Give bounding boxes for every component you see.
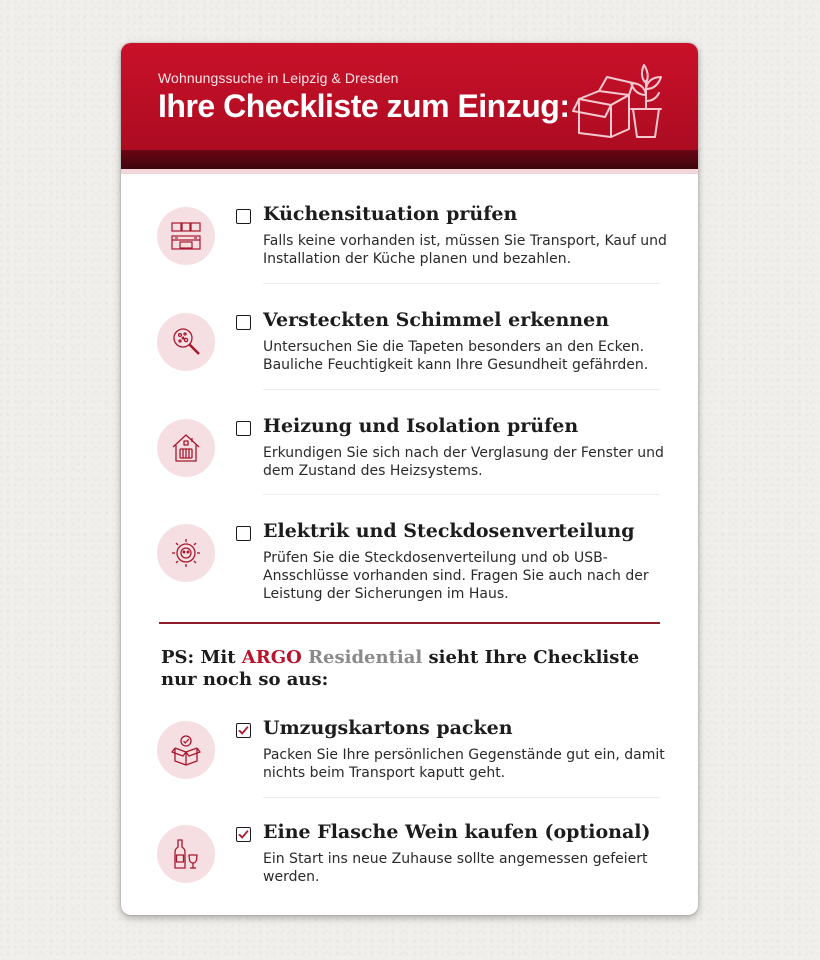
mold-magnifier-icon (157, 313, 215, 371)
item-title: Küchensituation prüfen (263, 203, 518, 225)
header-dark-band (121, 150, 698, 169)
kitchen-icon (157, 207, 215, 265)
item-description: Packen Sie Ihre persönlichen Gegenstände gut ein, damit nichts beim Transport kaputt geht. (263, 747, 665, 781)
checkbox-unchecked[interactable] (236, 209, 251, 224)
checkbox-unchecked[interactable] (236, 421, 251, 436)
checkbox-unchecked[interactable] (236, 526, 251, 541)
header-banner (121, 43, 698, 169)
item-description: Falls keine vorhanden ist, müssen Sie Transport, Kauf und Installation der Küche planen und bezahlen. (263, 233, 667, 267)
item-description: Prüfen Sie die Steckdosenverteilung und ob USB-Ansschlüsse vorhanden sind. Fragen Sie auch nach der Leistung der Sicherungen im Haus. (263, 550, 649, 602)
item-title: Heizung und Isolation prüfen (263, 415, 579, 437)
checkbox-checked[interactable] (236, 827, 251, 842)
ps-prefix: PS: Mit (161, 647, 242, 668)
item-title: Eine Flasche Wein kaufen (optional) (263, 821, 651, 843)
item-divider (263, 797, 660, 798)
ps-note (161, 647, 661, 691)
item-description: Untersuchen Sie die Tapeten besonders an den Ecken. Bauliche Feuchtigkeit kann Ihre Gesundheit gefährden. (263, 339, 649, 373)
brand-residential: Residential (308, 647, 423, 668)
header-accent-line (121, 169, 698, 174)
checkbox-checked[interactable] (236, 723, 251, 738)
checkbox-unchecked[interactable] (236, 315, 251, 330)
ps-suffix: sieht Ihre Checkliste nur noch so aus: (161, 647, 640, 690)
house-heating-icon (157, 419, 215, 477)
item-description: Erkundigen Sie sich nach der Verglasung der Fenster und dem Zustand des Heizsystems. (263, 445, 664, 479)
box-and-plant-icon (571, 61, 671, 143)
section-divider (159, 622, 660, 624)
item-title: Versteckten Schimmel erkennen (263, 309, 610, 331)
item-title: Elektrik und Steckdosenverteilung (263, 520, 635, 542)
header-title: Ihre Checkliste zum Einzug: (158, 88, 570, 124)
checklist-card (121, 43, 698, 915)
item-divider (263, 283, 660, 284)
wine-bottle-icon (157, 825, 215, 883)
moving-box-icon (157, 721, 215, 779)
brand-argo: ARGO (241, 647, 302, 668)
socket-icon (157, 524, 215, 582)
item-divider (263, 494, 660, 495)
item-divider (263, 389, 660, 390)
header-subtitle: Wohnungssuche in Leipzig & Dresden (158, 70, 399, 86)
item-title: Umzugskartons packen (263, 717, 513, 739)
item-description: Ein Start ins neue Zuhause sollte angemessen gefeiert werden. (263, 851, 648, 885)
